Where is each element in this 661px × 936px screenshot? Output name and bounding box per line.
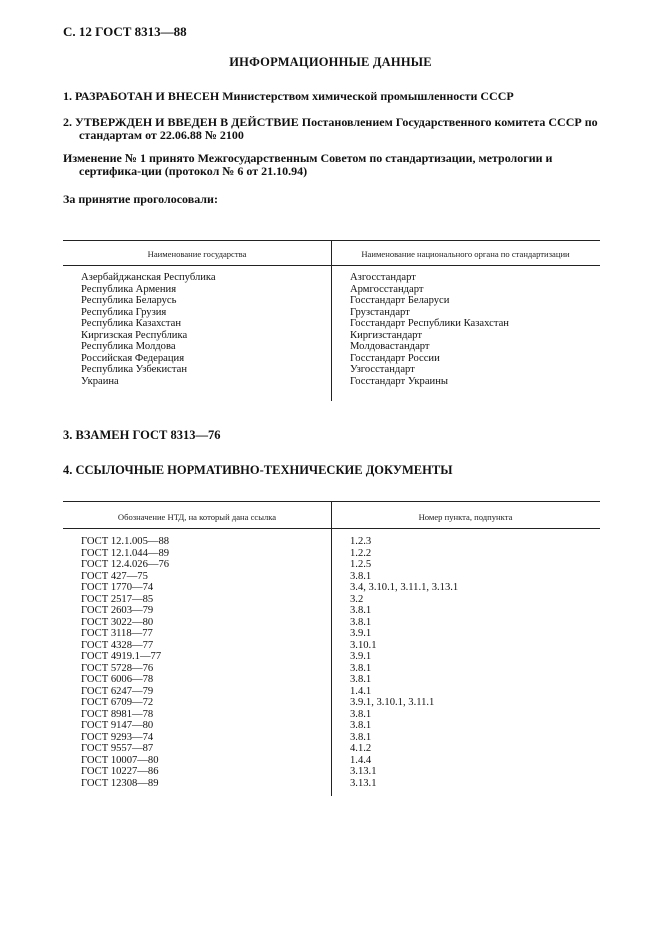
reference-document: ГОСТ 3118—77 xyxy=(81,628,153,639)
reference-clause: 3.8.1 xyxy=(350,616,372,628)
standards-body-name: Киргизстандарт xyxy=(350,329,422,341)
reference-clause: 1.4.4 xyxy=(350,754,372,766)
reference-document: ГОСТ 10227—86 xyxy=(81,766,159,777)
item-4-number: 4. xyxy=(63,463,73,477)
states-column xyxy=(81,272,216,387)
reference-clause: 3.10.1 xyxy=(350,639,377,651)
reference-document: ГОСТ 6006—78 xyxy=(81,674,154,685)
standards-body-name: Азгосстандарт xyxy=(350,272,416,283)
item-1-text: Министерством химической промышленности СССР xyxy=(222,89,514,103)
reference-document: ГОСТ 427—75 xyxy=(81,570,148,582)
reference-clause: 1.4.1 xyxy=(350,685,372,697)
reference-document: ГОСТ 12.1.044—89 xyxy=(81,547,170,559)
state-name: Киргизская Республика xyxy=(81,329,188,341)
standards-body-name: Госстандарт Беларуси xyxy=(350,295,450,306)
state-name: Республика Казахстан xyxy=(81,318,182,329)
reference-clause: 3.8.1 xyxy=(350,731,372,743)
item-2-number: 2. xyxy=(63,115,72,129)
standards-body-name: Госстандарт Украины xyxy=(350,375,448,387)
reference-clause: 3.8.1 xyxy=(350,605,372,616)
reference-document: ГОСТ 2603—79 xyxy=(81,605,154,616)
reference-document: ГОСТ 10007—80 xyxy=(81,754,159,766)
standards-body-name: Армгосстандарт xyxy=(350,283,424,295)
reference-document: ГОСТ 2517—85 xyxy=(81,593,154,605)
item-3-number: 3. xyxy=(63,428,73,442)
reference-document: ГОСТ 6709—72 xyxy=(81,697,154,708)
reference-clause: 3.8.1 xyxy=(350,674,372,685)
bodies-column xyxy=(350,272,509,387)
refs-document-column xyxy=(81,536,169,789)
state-name: Республика Узбекистан xyxy=(81,364,188,375)
state-name: Украина xyxy=(81,375,119,387)
state-name: Республика Молдова xyxy=(81,341,176,352)
reference-document: ГОСТ 6247—79 xyxy=(81,685,154,697)
item-3-text: ВЗАМЕН ГОСТ 8313—76 xyxy=(75,428,221,442)
states-table-header-body: Наименование национального органа по стандартизации xyxy=(361,249,570,259)
reference-document: ГОСТ 9557—87 xyxy=(81,743,154,754)
reference-clause: 3.8.1 xyxy=(350,708,372,720)
reference-clause: 3.9.1 xyxy=(350,651,372,662)
state-name: Республика Грузия xyxy=(81,306,167,318)
refs-clause-column xyxy=(350,536,458,789)
item-2-heading: УТВЕРЖДЕН И ВВЕДЕН В ДЕЙСТВИЕ xyxy=(75,115,299,129)
reference-clause: 3.4, 3.10.1, 3.11.1, 3.13.1 xyxy=(350,582,459,593)
standards-body-name: Узгосстандарт xyxy=(350,364,415,375)
standards-body-name: Молдовастандарт xyxy=(350,341,430,352)
page-header: С. 12 ГОСТ 8313—88 xyxy=(63,24,187,39)
state-name: Азербайджанская Республика xyxy=(81,272,216,283)
refs-table-header-rule xyxy=(63,528,600,529)
item-4-text: ССЫЛОЧНЫЕ НОРМАТИВНО-ТЕХНИЧЕСКИЕ ДОКУМЕНТЫ xyxy=(75,463,453,477)
amendment-note: Изменение № 1 принято Межгосударственным Советом по стандартизации, метрологии и сертифика-ции (протокол № 6 от 21.10.94) xyxy=(63,151,553,178)
reference-clause: 3.2 xyxy=(350,593,364,605)
page-title: ИНФОРМАЦИОННЫЕ ДАННЫЕ xyxy=(229,55,432,69)
reference-document: ГОСТ 9293—74 xyxy=(81,731,154,743)
reference-clause: 1.2.3 xyxy=(350,536,372,547)
reference-document: ГОСТ 12.1.005—88 xyxy=(81,536,170,547)
state-name: Республика Армения xyxy=(81,283,177,295)
states-table-header-rule xyxy=(63,265,600,266)
reference-clause: 3.13.1 xyxy=(350,766,377,777)
reference-document: ГОСТ 4919.1—77 xyxy=(81,651,162,662)
reference-clause: 1.2.2 xyxy=(350,547,372,559)
item-1-number: 1. xyxy=(63,89,72,103)
standards-body-name: Госстандарт Республики Казахстан xyxy=(350,318,509,329)
reference-document: ГОСТ 9147—80 xyxy=(81,720,154,731)
reference-clause: 4.1.2 xyxy=(350,743,372,754)
reference-document: ГОСТ 4328—77 xyxy=(81,639,154,651)
standards-body-name: Грузстандарт xyxy=(350,306,410,318)
reference-clause: 3.8.1 xyxy=(350,720,372,731)
item-1-heading: РАЗРАБОТАН И ВНЕСЕН xyxy=(75,89,220,103)
state-name: Республика Беларусь xyxy=(81,295,177,306)
refs-table-header-document: Обозначение НТД, на который дана ссылка xyxy=(117,512,277,522)
reference-clause: 3.8.1 xyxy=(350,570,372,582)
reference-clause: 3.13.1 xyxy=(350,777,377,789)
reference-document: ГОСТ 5728—76 xyxy=(81,662,154,674)
reference-clause: 3.9.1, 3.10.1, 3.11.1 xyxy=(350,697,435,708)
item-4 xyxy=(63,463,452,478)
item-1 xyxy=(63,90,603,103)
item-2 xyxy=(63,116,603,142)
reference-document: ГОСТ 1770—74 xyxy=(81,582,154,593)
reference-clause: 3.8.1 xyxy=(350,662,372,674)
reference-document: ГОСТ 12.4.026—76 xyxy=(81,559,170,570)
reference-document: ГОСТ 12308—89 xyxy=(81,777,159,789)
reference-clause: 1.2.5 xyxy=(350,559,372,570)
refs-table-column-divider xyxy=(331,501,332,796)
item-2-text: Постановлением Государственного комитета СССР по стандартам от 22.06.88 № 2100 xyxy=(79,115,598,142)
state-name: Российская Федерация xyxy=(81,352,185,364)
reference-document: ГОСТ 3022—80 xyxy=(81,616,154,628)
voted-label: За принятие проголосовали: xyxy=(63,192,218,206)
states-table-header-state: Наименование государства xyxy=(147,249,247,259)
refs-table-header-clause: Номер пункта, подпункта xyxy=(418,512,513,522)
reference-clause: 3.9.1 xyxy=(350,628,372,639)
item-3 xyxy=(63,428,220,443)
standards-body-name: Госстандарт России xyxy=(350,352,440,364)
reference-document: ГОСТ 8981—78 xyxy=(81,708,154,720)
